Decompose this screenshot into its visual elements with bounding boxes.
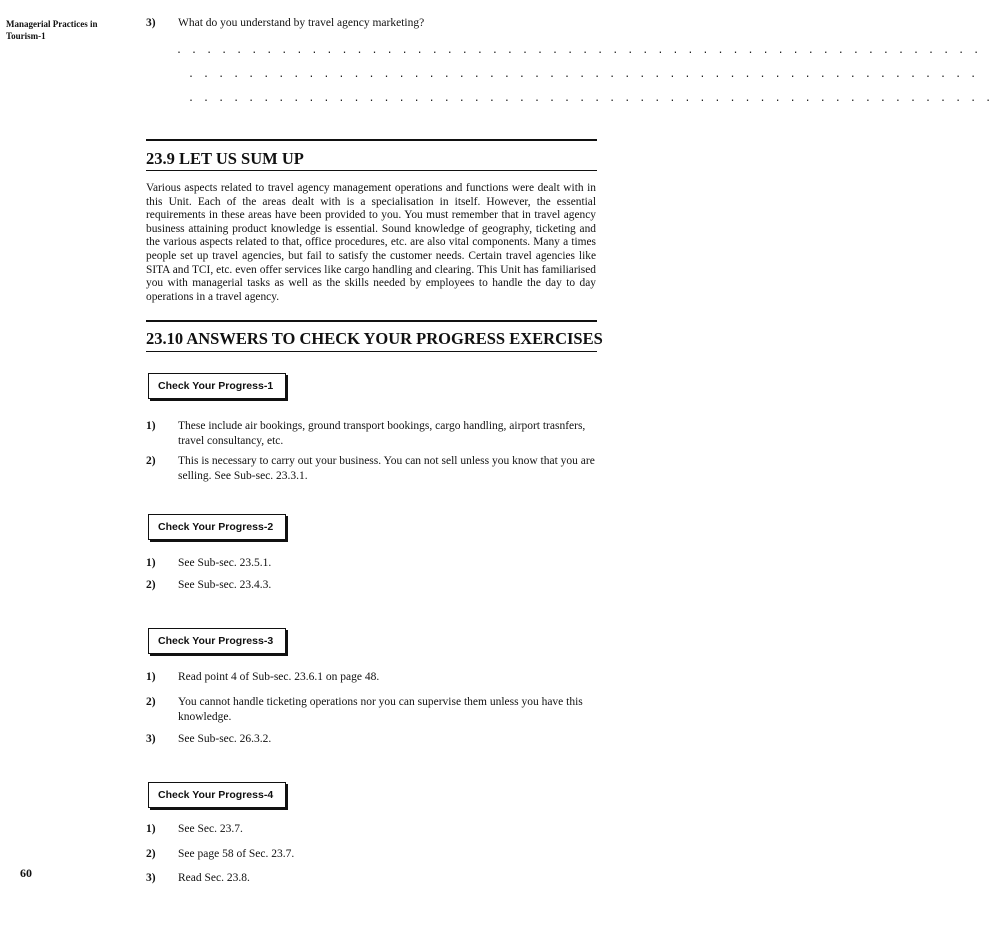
summary-paragraph: Various aspects related to travel agency management operations and functions were dealt with in this Unit. Each of the areas dealt with is a specialisation in itself. However, the essential requirements in these areas have been provided to you. You must remember that in travel agency business attaining product knowledge is essential. Sound knowledge of geography, ticketing and the various aspects related to that, office procedures, etc. are also vital components. Many a times people set up travel agencies, but fail to satisfy the customer needs. Certain travel agencies like SITA and TCI, etc. even offer services like cargo handling and clearing. This Unit has familiarised you with managerial tasks as well as the skills needed by employees to handle the day to day operations in a travel agency. <box>146 182 596 303</box>
answer-item <box>146 871 596 886</box>
answer-number: 1) <box>146 557 156 569</box>
answer-text: This is necessary to carry out your business. You can not sell unless you know that you are selling. See Sub-sec. 23.3.1. <box>178 455 595 482</box>
check-your-progress-3-box: Check Your Progress-3 <box>148 628 286 654</box>
answer-number: 2) <box>146 696 156 708</box>
answer-item <box>146 670 596 685</box>
answer-item <box>146 695 596 724</box>
answer-text: See Sub-sec. 23.5.1. <box>178 557 272 569</box>
answer-item <box>146 419 596 448</box>
answer-item <box>146 454 596 483</box>
answer-number: 2) <box>146 455 156 467</box>
answer-number: 1) <box>146 671 156 683</box>
answer-item <box>146 822 596 837</box>
answer-number: 1) <box>146 823 156 835</box>
answer-text: You cannot handle ticketing operations nor you can supervise them unless you have this knowledge. <box>178 696 583 723</box>
check-your-progress-2-box: Check Your Progress-2 <box>148 514 286 540</box>
section-rule-bottom <box>146 351 597 352</box>
answer-number: 1) <box>146 420 156 432</box>
answer-dotted-line: . . . . . . . . . . . . . . . . . . . . . . . . . . . . . . . . . . . . . . . . . . . . . . . . . . . . . <box>188 69 978 80</box>
answer-text: Read point 4 of Sub-sec. 23.6.1 on page 48. <box>178 671 380 683</box>
answer-number: 2) <box>146 848 156 860</box>
answer-item <box>146 847 596 862</box>
section-title-answers: 23.10 ANSWERS TO CHECK YOUR PROGRESS EXERCISES <box>146 329 603 348</box>
answer-text: See page 58 of Sec. 23.7. <box>178 848 295 860</box>
answer-item <box>146 578 596 593</box>
answer-text: Read Sec. 23.8. <box>178 872 250 884</box>
answer-text: These include air bookings, ground transport bookings, cargo handling, airport trasnfers, travel consultancy, etc. <box>178 420 586 447</box>
answer-dotted-line: . . . . . . . . . . . . . . . . . . . . . . . . . . . . . . . . . . . . . . . . . . . . . . . . . . . . . . <box>188 93 993 104</box>
section-rule-top <box>146 139 597 141</box>
page-number: 60 <box>20 866 32 880</box>
answer-text: See Sub-sec. 23.4.3. <box>178 579 272 591</box>
answer-number: 3) <box>146 872 156 884</box>
answer-number: 3) <box>146 733 156 745</box>
answer-number: 2) <box>146 579 156 591</box>
answer-text: See Sec. 23.7. <box>178 823 243 835</box>
check-your-progress-4-box: Check Your Progress-4 <box>148 782 286 808</box>
section-rule-top <box>146 320 597 322</box>
question-text: What do you understand by travel agency marketing? <box>178 17 425 29</box>
question-number: 3) <box>146 17 156 29</box>
check-your-progress-1-box: Check Your Progress-1 <box>148 373 286 399</box>
answer-dotted-line: . . . . . . . . . . . . . . . . . . . . . . . . . . . . . . . . . . . . . . . . . . . . . . . . . . . . . . <box>176 45 981 56</box>
answer-item <box>146 732 596 747</box>
answer-text: See Sub-sec. 26.3.2. <box>178 733 272 745</box>
section-rule-bottom <box>146 170 597 171</box>
running-head: Managerial Practices in Tourism-1 <box>6 19 98 41</box>
answer-item <box>146 556 596 571</box>
section-title-sum-up: 23.9 LET US SUM UP <box>146 149 304 168</box>
